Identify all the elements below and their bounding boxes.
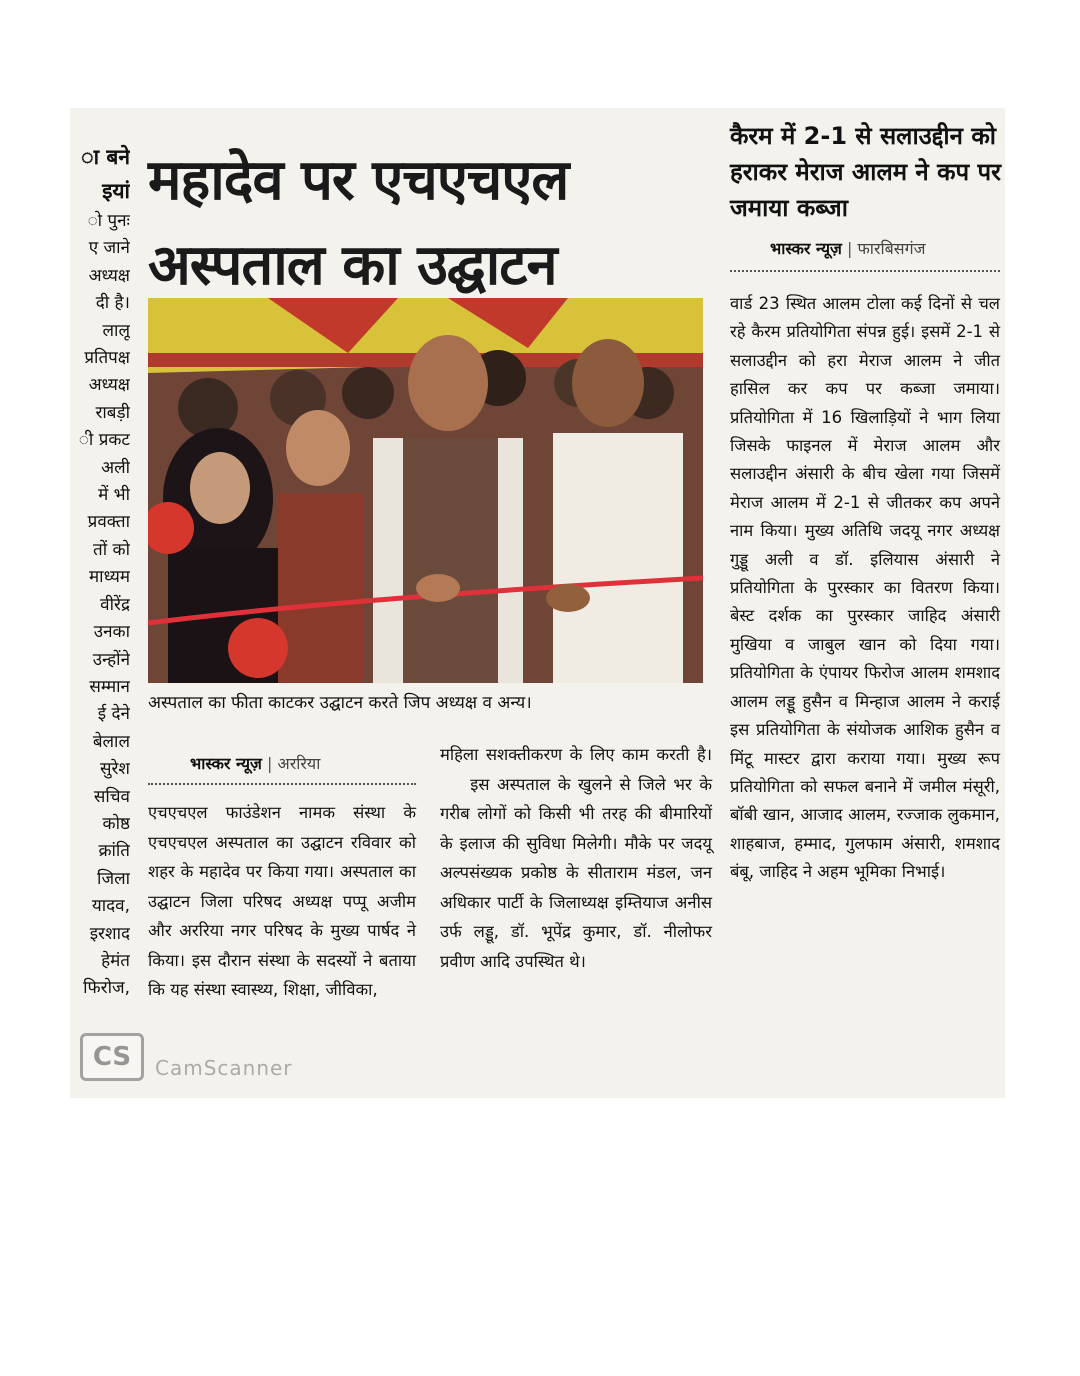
left-column-line: हेमंत — [101, 950, 130, 971]
left-column-line: प्रतिपक्ष — [84, 348, 130, 369]
left-column-line: प्रवक्ता — [87, 512, 130, 533]
left-column-line: ा बने — [81, 145, 130, 169]
side-byline-source: भास्कर न्यूज़ — [770, 239, 842, 258]
headline-line-2: अस्पताल का उद्घाटन — [148, 233, 557, 298]
left-column-line: सम्मान — [89, 676, 130, 697]
left-column-line: अली — [101, 457, 130, 478]
left-column-line: इरशाद — [89, 923, 130, 944]
byline-divider — [148, 783, 416, 785]
left-column-line: में भी — [98, 485, 130, 506]
ribbon-cutting-photo — [148, 298, 703, 683]
left-column-line: माध्यम — [89, 567, 130, 588]
main-article-column-1: एचएचएल फाउंडेशन नामक संस्था के एचएचएल अस्पताल का उद्घाटन रविवार को शहर के महादेव पर किया गया। अस्पताल का उद्घाटन जिला परिषद अध्यक्ष पप्पू अजीम और अररिया नगर परिषद के मुख्य पार्षद ने किया। इस दौरान संस्था के सदस्यों ने बताया कि यह संस्था स्वास्थ्य, शिक्षा, जीविका, — [148, 803, 416, 999]
headline-line-1: महादेव पर एचएचएल — [148, 148, 569, 213]
left-column-line: उन्होंने — [92, 649, 130, 670]
side-article-headline: कैरम में 2-1 से सलाउद्दीन को हराकर मेराज आलम ने कप पर जमाया कब्जा — [730, 122, 1001, 222]
left-column-line: ो पुनः — [87, 211, 130, 231]
camscanner-watermark-text: CamScanner — [155, 1056, 293, 1080]
left-column-line: ए जाने — [88, 238, 130, 259]
left-column-line: क्रांति — [98, 841, 130, 862]
left-column-line: उनका — [93, 622, 130, 643]
left-column-line: बेलाल — [92, 731, 130, 752]
left-column-line: कोष्ठ — [102, 813, 130, 834]
left-column-line: फिरोज, — [83, 978, 130, 999]
side-article-body: वार्ड 23 स्थित आलम टोला कई दिनों से चल रहे कैरम प्रतियोगिता संपन्न हुई। इसमें 2-1 से सलाउद्दीन को हरा मेराज आलम ने जीत हासिल कर कप पर कब्जा जमाया। प्रतियोगिता में 16 खिलाड़ियों ने भाग लिया जिसके फाइनल में मेराज आलम और सलाउद्दीन अंसारी के बीच खेला गया जिसमें मेराज आलम में 2-1 से जीतकर कप अपने नाम किया। मुख्य अतिथि जदयू नगर अध्यक्ष गुड्डू अली व डॉ. इलियास अंसारी ने प्रतियोगिता के पुरस्कार का वितरण किया। बेस्ट दर्शक का पुरस्कार जाहिद अंसारी मुखिया व जाबुल खान को दिया गया। प्रतियोगिता के एंपायर फिरोज आलम शमशाद आलम लड्डू हुसैन व मिन्हाज आलम ने कराई इस प्रतियोगिता के संयोजक आशिक हुसैन व मिंटू मास्टर द्वारा कराया गया। मुख्य रूप प्रतियोगिता को सफल बनाने में जमील मंसूरी, बॉबी खान, आजाद आलम, रज्जाक लुकमान, शाहबाज, हम्माद, गुलफाम अंसारी, शमशाद बंबू, जाहिद ने अहम भूमिका निभाई। — [730, 294, 1000, 882]
newspaper-clipping — [70, 108, 1005, 1098]
byline-separator: | — [266, 754, 273, 773]
main-headline — [148, 138, 708, 308]
left-column-line: सुरेश — [99, 759, 130, 780]
left-column-line: यादव, — [91, 896, 130, 917]
main-byline — [190, 753, 320, 775]
camscanner-logo: CS — [80, 1033, 144, 1081]
side-byline-separator: | — [846, 239, 853, 258]
left-column-line: ी प्रकट — [78, 430, 130, 451]
left-column-line: इयां — [102, 179, 130, 203]
side-byline — [770, 238, 925, 260]
left-column-line: राबड़ी — [95, 402, 130, 423]
left-column-line: तों को — [93, 539, 130, 560]
main-article-column-2: महिला सशक्तीकरण के लिए काम करती है। इस अस्पताल के खुलने से जिले भर के गरीब लोगों को किसी भी तरह की बीमारियों के इलाज की सुविधा मिलेगी। मौके पर जदयू अल्पसंख्यक प्रकोष्ठ के सीताराम मंडल, जन अधिकार पार्टी के जिलाध्यक्ष इम्तियाज अनीस उर्फ लड्डू, डॉ. भूपेंद्र कुमार, डॉ. नीलोफर प्रवीण आदि उपस्थित थे। — [440, 745, 712, 971]
left-column-line: ई देने — [97, 704, 130, 725]
left-cutoff-column — [70, 140, 130, 1003]
byline-place: अररिया — [277, 754, 321, 773]
left-column-line: वीरेंद्र — [100, 594, 130, 615]
side-byline-place: फारबिसगंज — [857, 239, 926, 258]
left-column-line: दी है। — [95, 293, 130, 314]
byline-source: भास्कर न्यूज़ — [190, 754, 262, 773]
left-column-line: जिला — [97, 868, 130, 889]
photo-caption: अस्पताल का फीता काटकर उद्घाटन करते जिप अध्यक्ष व अन्य। — [148, 693, 532, 713]
left-column-line: अध्यक्ष — [88, 265, 130, 286]
left-column-line: सचिव — [93, 786, 130, 807]
left-column-line: लालू — [102, 320, 130, 341]
side-byline-divider — [730, 270, 1000, 272]
left-column-line: अध्यक्ष — [88, 375, 130, 396]
